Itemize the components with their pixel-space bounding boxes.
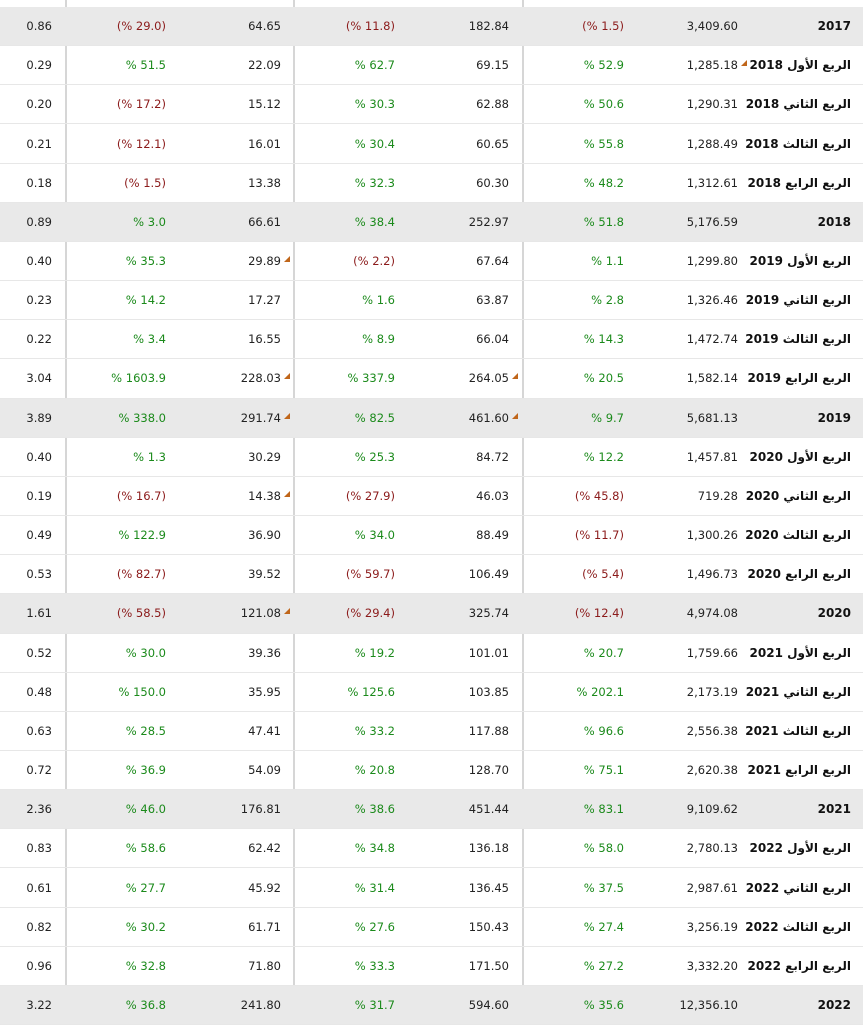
revenue-value: 1,326.46 — [686, 293, 738, 308]
revenue-change: % 202.1 — [576, 684, 624, 699]
profit-value: 36.90 — [248, 528, 281, 543]
annual-row — [0, 7, 863, 46]
table-row — [0, 555, 863, 594]
period-label: الربع الأول 2020 — [749, 449, 851, 464]
net-change: % 34.8 — [354, 841, 395, 856]
period-label: 2021 — [817, 802, 851, 817]
revenue-value: 1,759.66 — [686, 645, 738, 660]
table-row — [0, 359, 863, 398]
eps-value: 0.23 — [26, 293, 52, 308]
net-change: % 19.2 — [354, 645, 395, 660]
revenue-change: % 52.9 — [583, 58, 624, 73]
revenue-value: 1,312.61 — [686, 175, 738, 190]
net-change: % 33.2 — [354, 723, 395, 738]
net-value: 136.18 — [468, 841, 509, 856]
eps-value: 0.53 — [26, 567, 52, 582]
revenue-change: (% 45.8) — [574, 488, 624, 503]
eps-value: 0.63 — [26, 723, 52, 738]
net-change: % 38.4 — [354, 214, 395, 229]
net-change: % 25.3 — [354, 449, 395, 464]
eps-value: 3.22 — [26, 997, 52, 1012]
period-label: الربع الثالث 2021 — [745, 723, 851, 738]
net-change: % 32.3 — [354, 175, 395, 190]
period-label: الربع الرابع 2018 — [747, 175, 851, 190]
profit-value: 39.36 — [248, 645, 281, 660]
eps-value: 0.52 — [26, 645, 52, 660]
net-value: 63.87 — [476, 293, 509, 308]
eps-value: 0.48 — [26, 684, 52, 699]
eps-value: 0.83 — [26, 841, 52, 856]
net-change: % 38.6 — [354, 802, 395, 817]
period-label: 2019 — [817, 410, 851, 425]
eps-value: 1.61 — [26, 606, 52, 621]
period-label: الربع الثاني 2018 — [745, 97, 851, 112]
revenue-value: 2,620.38 — [686, 763, 738, 778]
profit-change: (% 16.7) — [116, 488, 166, 503]
financial-table — [0, 7, 863, 1025]
triangle-marker-icon — [284, 373, 290, 379]
revenue-change: % 14.3 — [583, 332, 624, 347]
net-change: % 82.5 — [354, 410, 395, 425]
revenue-value: 5,681.13 — [686, 410, 738, 425]
eps-value: 0.22 — [26, 332, 52, 347]
eps-value: 0.96 — [26, 958, 52, 973]
revenue-value: 4,974.08 — [686, 606, 738, 621]
eps-value: 0.82 — [26, 919, 52, 934]
revenue-change: % 2.8 — [591, 293, 624, 308]
revenue-change: % 51.8 — [583, 214, 624, 229]
net-value: 101.01 — [468, 645, 509, 660]
profit-value: 45.92 — [248, 880, 281, 895]
net-value: 325.74 — [468, 606, 509, 621]
profit-change: % 3.0 — [133, 214, 166, 229]
revenue-value: 2,987.61 — [686, 880, 738, 895]
revenue-value: 12,356.10 — [679, 997, 738, 1012]
net-value: 451.44 — [468, 802, 509, 817]
revenue-change: % 20.5 — [583, 371, 624, 386]
profit-change: (% 1.5) — [124, 175, 166, 190]
net-value: 46.03 — [476, 488, 509, 503]
revenue-change: (% 5.4) — [582, 567, 624, 582]
eps-value: 0.72 — [26, 763, 52, 778]
net-value: 69.15 — [476, 58, 509, 73]
period-label: 2018 — [817, 214, 851, 229]
revenue-change: % 83.1 — [583, 802, 624, 817]
profit-value: 22.09 — [248, 58, 281, 73]
net-value: 461.60 — [468, 410, 509, 425]
eps-value: 3.89 — [26, 410, 52, 425]
period-label: الربع الأول 2018 — [749, 58, 851, 73]
profit-value: 16.01 — [248, 136, 281, 151]
net-change: (% 11.8) — [345, 19, 395, 34]
triangle-marker-icon — [512, 413, 518, 419]
net-change: % 125.6 — [347, 684, 395, 699]
net-value: 66.04 — [476, 332, 509, 347]
table-row — [0, 712, 863, 751]
period-label: الربع الثالث 2022 — [745, 919, 851, 934]
profit-change: % 338.0 — [118, 410, 166, 425]
profit-value: 61.71 — [248, 919, 281, 934]
eps-value: 0.21 — [26, 136, 52, 151]
profit-change: % 150.0 — [118, 684, 166, 699]
eps-value: 0.40 — [26, 449, 52, 464]
revenue-value: 1,285.18 — [686, 58, 738, 73]
revenue-change: % 9.7 — [591, 410, 624, 425]
net-value: 150.43 — [468, 919, 509, 934]
revenue-change: % 75.1 — [583, 763, 624, 778]
profit-change: % 14.2 — [125, 293, 166, 308]
eps-value: 0.29 — [26, 58, 52, 73]
table-row — [0, 320, 863, 359]
triangle-marker-icon — [284, 413, 290, 419]
period-label: 2020 — [817, 606, 851, 621]
table-row — [0, 281, 863, 320]
profit-value: 35.95 — [248, 684, 281, 699]
profit-value: 71.80 — [248, 958, 281, 973]
net-change: % 20.8 — [354, 763, 395, 778]
table-row — [0, 124, 863, 163]
period-label: الربع الأول 2021 — [749, 645, 851, 660]
profit-value: 291.74 — [240, 410, 281, 425]
revenue-change: % 96.6 — [583, 723, 624, 738]
net-value: 252.97 — [468, 214, 509, 229]
eps-value: 3.04 — [26, 371, 52, 386]
revenue-change: (% 12.4) — [574, 606, 624, 621]
profit-change: % 51.5 — [125, 58, 166, 73]
profit-value: 64.65 — [248, 19, 281, 34]
annual-row — [0, 986, 863, 1025]
eps-value: 0.89 — [26, 214, 52, 229]
net-value: 84.72 — [476, 449, 509, 464]
annual-row — [0, 594, 863, 633]
triangle-marker-icon — [284, 608, 290, 614]
period-label: الربع الرابع 2022 — [747, 958, 851, 973]
period-label: 2022 — [817, 997, 851, 1012]
revenue-value: 1,582.14 — [686, 371, 738, 386]
table-row — [0, 634, 863, 673]
profit-value: 54.09 — [248, 763, 281, 778]
triangle-marker-icon — [512, 373, 518, 379]
profit-change: % 1603.9 — [111, 371, 166, 386]
table-row — [0, 477, 863, 516]
revenue-value: 3,332.20 — [686, 958, 738, 973]
net-change: % 33.3 — [354, 958, 395, 973]
revenue-value: 9,109.62 — [686, 802, 738, 817]
eps-value: 0.18 — [26, 175, 52, 190]
profit-value: 228.03 — [240, 371, 281, 386]
eps-value: 0.61 — [26, 880, 52, 895]
table-row — [0, 46, 863, 85]
revenue-change: % 27.4 — [583, 919, 624, 934]
profit-value: 16.55 — [248, 332, 281, 347]
revenue-change: % 35.6 — [583, 997, 624, 1012]
period-label: الربع الثالث 2019 — [745, 332, 851, 347]
net-change: % 31.7 — [354, 997, 395, 1012]
net-value: 128.70 — [468, 763, 509, 778]
profit-change: (% 12.1) — [116, 136, 166, 151]
profit-change: (% 58.5) — [116, 606, 166, 621]
table-row — [0, 868, 863, 907]
profit-change: % 122.9 — [118, 528, 166, 543]
net-value: 103.85 — [468, 684, 509, 699]
net-value: 62.88 — [476, 97, 509, 112]
net-value: 182.84 — [468, 19, 509, 34]
revenue-value: 3,409.60 — [686, 19, 738, 34]
revenue-change: % 55.8 — [583, 136, 624, 151]
net-change: (% 29.4) — [345, 606, 395, 621]
table-row — [0, 164, 863, 203]
period-label: الربع الثالث 2020 — [745, 528, 851, 543]
period-label: الربع الثاني 2020 — [745, 488, 851, 503]
net-change: (% 27.9) — [345, 488, 395, 503]
revenue-change: % 12.2 — [583, 449, 624, 464]
profit-change: % 36.9 — [125, 763, 166, 778]
net-change: % 27.6 — [354, 919, 395, 934]
revenue-value: 3,256.19 — [686, 919, 738, 934]
period-label: الربع الثاني 2021 — [745, 684, 851, 699]
profit-change: % 36.8 — [125, 997, 166, 1012]
profit-change: % 30.0 — [125, 645, 166, 660]
net-value: 594.60 — [468, 997, 509, 1012]
profit-change: % 58.6 — [125, 841, 166, 856]
table-row — [0, 438, 863, 477]
period-label: الربع الرابع 2021 — [747, 763, 851, 778]
net-value: 117.88 — [468, 723, 509, 738]
revenue-value: 1,288.49 — [686, 136, 738, 151]
revenue-change: % 37.5 — [583, 880, 624, 895]
profit-value: 66.61 — [248, 214, 281, 229]
revenue-value: 1,496.73 — [686, 567, 738, 582]
revenue-value: 1,472.74 — [686, 332, 738, 347]
revenue-change: % 20.7 — [583, 645, 624, 660]
net-value: 60.65 — [476, 136, 509, 151]
profit-change: % 32.8 — [125, 958, 166, 973]
net-value: 60.30 — [476, 175, 509, 190]
profit-value: 13.38 — [248, 175, 281, 190]
net-value: 264.05 — [468, 371, 509, 386]
annual-row — [0, 399, 863, 438]
net-change: % 337.9 — [347, 371, 395, 386]
table-row — [0, 947, 863, 986]
net-value: 171.50 — [468, 958, 509, 973]
eps-value: 0.20 — [26, 97, 52, 112]
revenue-change: % 50.6 — [583, 97, 624, 112]
revenue-value: 1,290.31 — [686, 97, 738, 112]
period-label: الربع الأول 2019 — [749, 254, 851, 269]
profit-change: % 27.7 — [125, 880, 166, 895]
period-label: الربع الأول 2022 — [749, 841, 851, 856]
annual-row — [0, 203, 863, 242]
net-change: % 8.9 — [362, 332, 395, 347]
revenue-change: (% 1.5) — [582, 19, 624, 34]
net-change: (% 2.2) — [353, 254, 395, 269]
net-value: 67.64 — [476, 254, 509, 269]
eps-value: 2.36 — [26, 802, 52, 817]
profit-value: 30.29 — [248, 449, 281, 464]
net-change: % 30.4 — [354, 136, 395, 151]
profit-change: % 1.3 — [133, 449, 166, 464]
revenue-value: 719.28 — [697, 488, 738, 503]
table-row — [0, 516, 863, 555]
revenue-change: (% 11.7) — [574, 528, 624, 543]
profit-value: 241.80 — [240, 997, 281, 1012]
net-change: % 34.0 — [354, 528, 395, 543]
eps-value: 0.49 — [26, 528, 52, 543]
profit-value: 39.52 — [248, 567, 281, 582]
profit-value: 121.08 — [240, 606, 281, 621]
net-value: 106.49 — [468, 567, 509, 582]
revenue-value: 1,300.26 — [686, 528, 738, 543]
revenue-value: 2,173.19 — [686, 684, 738, 699]
revenue-value: 1,457.81 — [686, 449, 738, 464]
profit-value: 15.12 — [248, 97, 281, 112]
profit-change: (% 82.7) — [116, 567, 166, 582]
table-row — [0, 673, 863, 712]
triangle-marker-icon — [741, 60, 747, 66]
revenue-change: % 58.0 — [583, 841, 624, 856]
profit-value: 47.41 — [248, 723, 281, 738]
profit-value: 62.42 — [248, 841, 281, 856]
net-change: (% 59.7) — [345, 567, 395, 582]
eps-value: 0.86 — [26, 19, 52, 34]
profit-change: (% 29.0) — [116, 19, 166, 34]
profit-change: % 28.5 — [125, 723, 166, 738]
period-label: 2017 — [817, 19, 851, 34]
period-label: الربع الرابع 2020 — [747, 567, 851, 582]
revenue-value: 1,299.80 — [686, 254, 738, 269]
revenue-change: % 27.2 — [583, 958, 624, 973]
profit-value: 14.38 — [248, 488, 281, 503]
profit-value: 17.27 — [248, 293, 281, 308]
annual-row — [0, 790, 863, 829]
table-row — [0, 242, 863, 281]
profit-change: % 3.4 — [133, 332, 166, 347]
profit-change: % 46.0 — [125, 802, 166, 817]
net-value: 136.45 — [468, 880, 509, 895]
eps-value: 0.40 — [26, 254, 52, 269]
revenue-value: 5,176.59 — [686, 214, 738, 229]
profit-value: 29.89 — [248, 254, 281, 269]
profit-change: % 30.2 — [125, 919, 166, 934]
table-row — [0, 751, 863, 790]
table-row — [0, 829, 863, 868]
revenue-change: % 48.2 — [583, 175, 624, 190]
profit-change: (% 17.2) — [116, 97, 166, 112]
net-change: % 31.4 — [354, 880, 395, 895]
triangle-marker-icon — [284, 256, 290, 262]
profit-change: % 35.3 — [125, 254, 166, 269]
revenue-value: 2,556.38 — [686, 723, 738, 738]
net-value: 88.49 — [476, 528, 509, 543]
period-label: الربع الثالث 2018 — [745, 136, 851, 151]
table-row — [0, 85, 863, 124]
revenue-value: 2,780.13 — [686, 841, 738, 856]
table-row — [0, 908, 863, 947]
net-change: % 30.3 — [354, 97, 395, 112]
net-change: % 1.6 — [362, 293, 395, 308]
period-label: الربع الرابع 2019 — [747, 371, 851, 386]
eps-value: 0.19 — [26, 488, 52, 503]
period-label: الربع الثاني 2022 — [745, 880, 851, 895]
triangle-marker-icon — [284, 491, 290, 497]
net-change: % 62.7 — [354, 58, 395, 73]
period-label: الربع الثاني 2019 — [745, 293, 851, 308]
profit-value: 176.81 — [240, 802, 281, 817]
revenue-change: % 1.1 — [591, 254, 624, 269]
